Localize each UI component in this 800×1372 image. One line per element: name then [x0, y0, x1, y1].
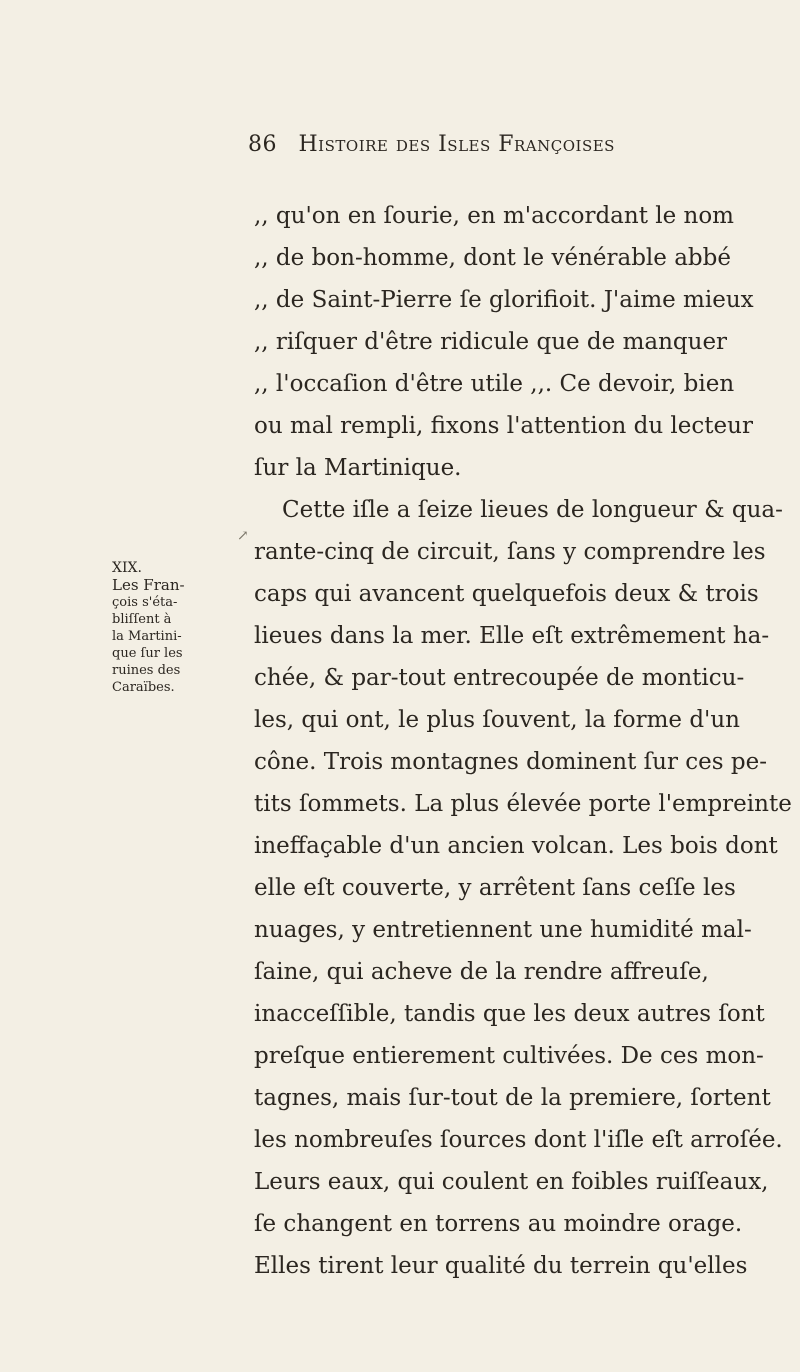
printer-mark: ↗ [237, 528, 249, 544]
text-line: caps qui avancent quelquefois deux & trois [254, 581, 759, 607]
margin-note-line: bliſſent à [112, 612, 172, 627]
text-line: lieues dans la mer. Elle eſt extrêmement ha- [254, 623, 770, 649]
text-line: Cette iſle a ſeize lieues de longueur & qua- [282, 497, 783, 523]
text-line: ,, riſquer d'être ridicule que de manquer [254, 329, 728, 355]
margin-note-line: ruines des [112, 663, 181, 678]
text-line: ,, l'occaſion d'être utile ,,. Ce devoir, bien [254, 371, 735, 397]
text-line: ,, qu'on en ſourie, en m'accordant le nom [254, 203, 734, 229]
text-line: les, qui ont, le plus ſouvent, la forme d'un [254, 707, 740, 733]
text-line: rante-cinq de circuit, ſans y comprendre les [254, 539, 766, 565]
text-line: Elles tirent leur qualité du terrein qu'elles [254, 1253, 748, 1279]
text-line: chée, & par-tout entrecoupée de monticu- [254, 665, 745, 691]
text-line: ſur la Martinique. [254, 455, 462, 481]
margin-note-line: Les Fran- [112, 576, 185, 594]
margin-note-line: Caraïbes. [112, 680, 175, 695]
text-line: ſaine, qui acheve de la rendre affreuſe, [254, 959, 709, 985]
text-line: inacceſſible, tandis que les deux autres ſont [254, 1001, 765, 1027]
text-line: ineffaçable d'un ancien volcan. Les bois dont [254, 833, 778, 859]
text-line: tits ſommets. La plus élevée porte l'empreinte [254, 791, 792, 817]
text-line: Leurs eaux, qui coulent en foibles ruiſſeaux, [254, 1169, 769, 1195]
running-title: Histoire des Isles Françoises [298, 132, 615, 157]
margin-note-line: la Martini- [112, 629, 182, 644]
margin-note-line: çois s'éta- [112, 595, 178, 610]
paragraph-start-line [254, 489, 783, 531]
margin-note-line: que ſur les [112, 646, 183, 661]
text-line: ou mal rempli, fixons l'attention du lecteur [254, 413, 753, 439]
body-text [254, 195, 792, 1287]
running-header [248, 132, 728, 157]
margin-note [112, 560, 247, 696]
text-line: tagnes, mais ſur-tout de la premiere, ſortent [254, 1085, 771, 1111]
text-line: ,, de Saint-Pierre ſe glorifioit. J'aime mieux [254, 287, 754, 313]
text-line: nuages, y entretiennent une humidité mal- [254, 917, 752, 943]
text-line: les nombreuſes ſources dont l'iſle eſt arroſée. [254, 1127, 783, 1153]
text-line: elle eſt couverte, y arrêtent ſans ceſſe les [254, 875, 736, 901]
text-line: preſque entierement cultivées. De ces mon- [254, 1043, 764, 1069]
text-line: ſe changent en torrens au moindre orage. [254, 1211, 743, 1237]
text-line: ,, de bon-homme, dont le vénérable abbé [254, 245, 731, 271]
page-number: 86 [248, 132, 277, 157]
text-line: cône. Trois montagnes dominent ſur ces pe- [254, 749, 767, 775]
margin-note-line: XIX. [112, 560, 142, 576]
